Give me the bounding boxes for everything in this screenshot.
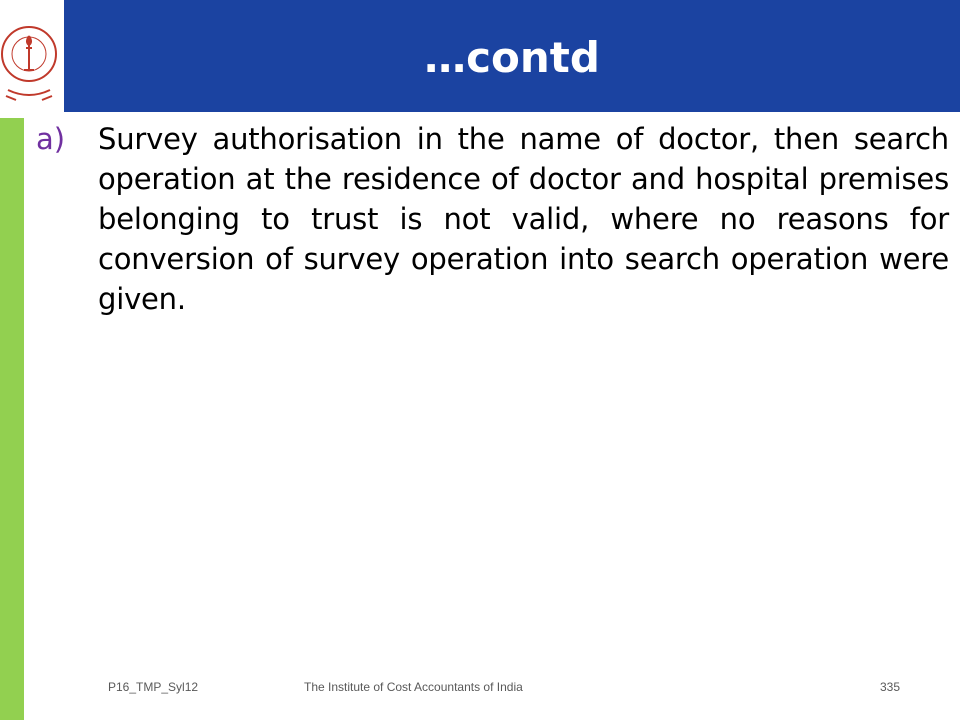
footer-code: P16_TMP_Syl12 (108, 680, 199, 694)
institute-seal-logo-icon (0, 0, 58, 112)
footer-page-number: 335 (880, 680, 901, 694)
bullet-marker: a) (36, 122, 66, 156)
slide-title: …contd (424, 33, 600, 82)
accent-strip (0, 118, 24, 720)
bullet-text: Survey authorisation in the name of doctor, then search operation at the residence of doctor and hospital premises belonging to trust is not valid, where no reasons for conversion of survey operation into search operation were given. (98, 122, 949, 316)
footer-institute: The Institute of Cost Accountants of India (304, 680, 523, 694)
